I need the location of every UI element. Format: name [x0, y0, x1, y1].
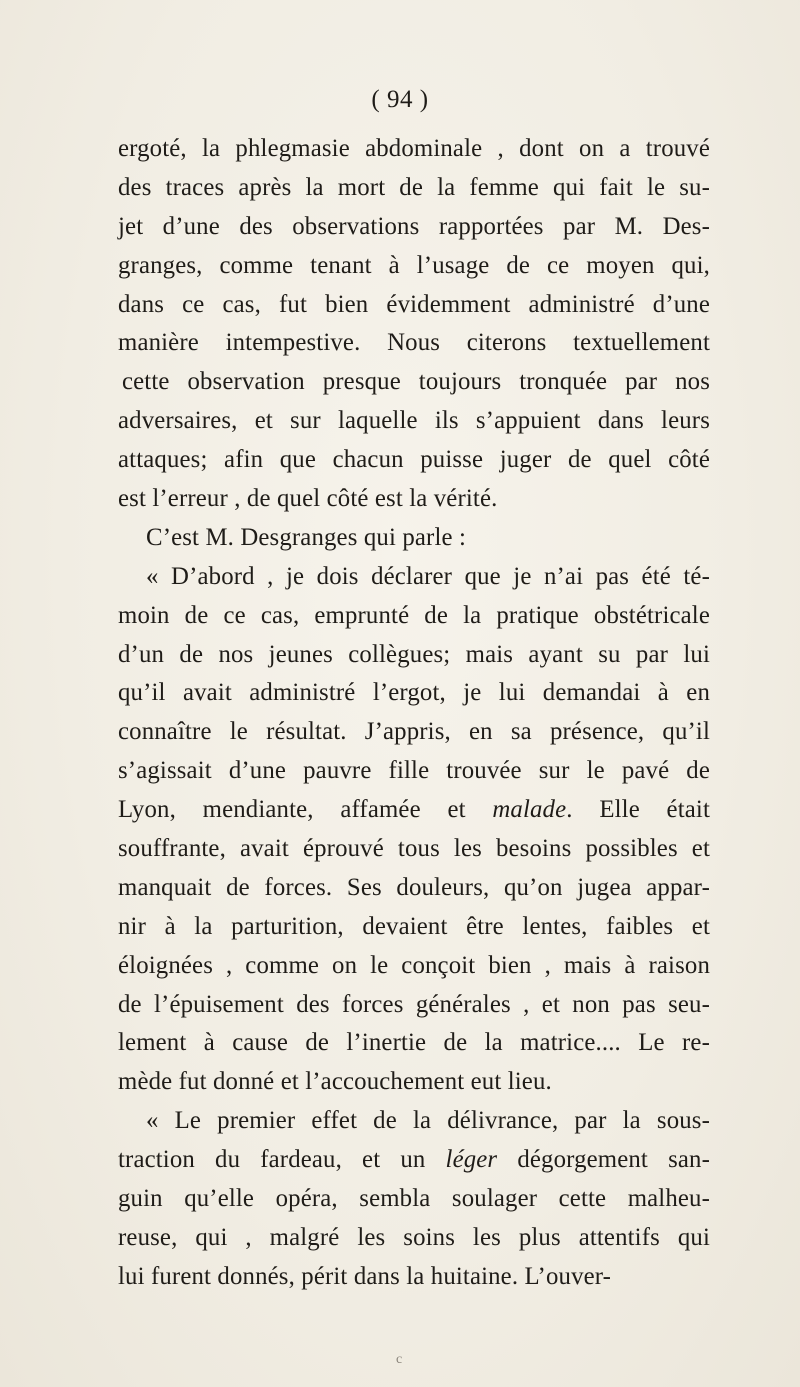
text-segment: souffrante, avait éprouvé tous les besoins possibles et [118, 835, 710, 863]
text-segment: moin de ce cas, emprunté de la pratique obstétricale [118, 601, 710, 629]
text-segment: jet d’une des observations rapportées par M. Des- [118, 212, 710, 240]
text-segment: de l’épuisement des forces générales , et non pas seu- [118, 990, 710, 1018]
text-segment: manquait de forces. Ses douleurs, qu’on jugea appar- [118, 873, 710, 901]
text-segment: s’agissait d’une pauvre fille trouvée sur le pavé de [118, 757, 710, 785]
text-segment: traction du fardeau, et un [118, 1146, 446, 1174]
text-segment: nir à la parturition, devaient être lentes, faibles et [118, 912, 710, 940]
text-line [118, 1219, 710, 1258]
text-line [118, 947, 710, 986]
text-line [118, 752, 710, 791]
text-line [118, 713, 710, 752]
text-segment: dans ce cas, fut bien évidemment administré d’une [118, 290, 710, 318]
text-line [118, 636, 710, 675]
text-segment: reuse, qui , malgré les soins les plus attentifs qui [118, 1223, 710, 1251]
italic-text: léger [445, 1146, 498, 1174]
body-text [118, 130, 710, 1297]
text-line [118, 247, 710, 286]
text-line [118, 402, 710, 441]
text-segment: ergoté, la phlegmasie abdominale , dont on a trouvé [118, 135, 710, 162]
text-segment: mède fut donné et l’accouchement eut lieu. [118, 1068, 552, 1096]
text-line [118, 1102, 710, 1141]
text-line [118, 208, 710, 247]
text-line [118, 869, 710, 908]
text-segment: éloignées , comme on le conçoit bien , mais à raison [118, 951, 710, 979]
text-line [118, 286, 710, 325]
text-segment: est l’erreur , de quel côté est la vérité. [118, 485, 498, 513]
text-line [118, 1024, 710, 1063]
text-line [118, 830, 710, 869]
text-line [118, 791, 710, 830]
text-line [118, 986, 710, 1025]
text-segment: guin qu’elle opéra, sembla soulager cette malheu- [118, 1185, 710, 1213]
italic-text: malade [492, 796, 567, 824]
text-line [118, 480, 710, 519]
text-segment: adversaires, et sur laquelle ils s’appuient dans leurs [118, 407, 710, 435]
page-number: ( 94 ) [371, 86, 429, 113]
text-segment: cette observation presque toujours tronquée par nos [122, 368, 710, 396]
text-line [118, 169, 710, 208]
text-line [118, 441, 710, 480]
text-segment: « Le premier effet de la délivrance, par la sous- [146, 1107, 710, 1135]
text-segment: qu’il avait administré l’ergot, je lui demandai à en [118, 679, 710, 707]
text-line [118, 130, 710, 169]
text-line [118, 1063, 710, 1102]
text-segment: dégorgement san- [497, 1146, 710, 1174]
text-segment: attaques; afin que chacun puisse juger de quel côté [118, 446, 710, 474]
text-line [118, 1180, 710, 1219]
text-line [118, 674, 710, 713]
footer-mark: c [396, 1352, 403, 1367]
text-line [118, 324, 710, 363]
text-line [118, 363, 710, 402]
text-line [118, 558, 710, 597]
text-line [118, 597, 710, 636]
text-segment: manière intempestive. Nous citerons textuellement [118, 329, 710, 357]
text-segment: lui furent donnés, périt dans la huitaine. L’ouver- [118, 1262, 612, 1290]
text-line [118, 1258, 710, 1297]
text-segment: Lyon, mendiante, affamée et [118, 796, 493, 824]
text-line [118, 1141, 710, 1180]
text-line [118, 519, 710, 558]
text-segment: connaître le résultat. J’appris, en sa présence, qu’il [118, 718, 710, 746]
text-line [118, 908, 710, 947]
text-segment: . Elle était [566, 796, 710, 824]
text-segment: granges, comme tenant à l’usage de ce moyen qui, [118, 251, 710, 279]
text-segment: d’un de nos jeunes collègues; mais ayant su par lui [118, 640, 710, 668]
text-segment: « D’abord , je dois déclarer que je n’ai pas été té- [146, 562, 710, 590]
text-segment: C’est M. Desgranges qui parle : [146, 523, 467, 551]
text-segment: lement à cause de l’inertie de la matrice.... Le re- [118, 1029, 710, 1057]
text-segment: des traces après la mort de la femme qui fait le su- [118, 173, 710, 201]
